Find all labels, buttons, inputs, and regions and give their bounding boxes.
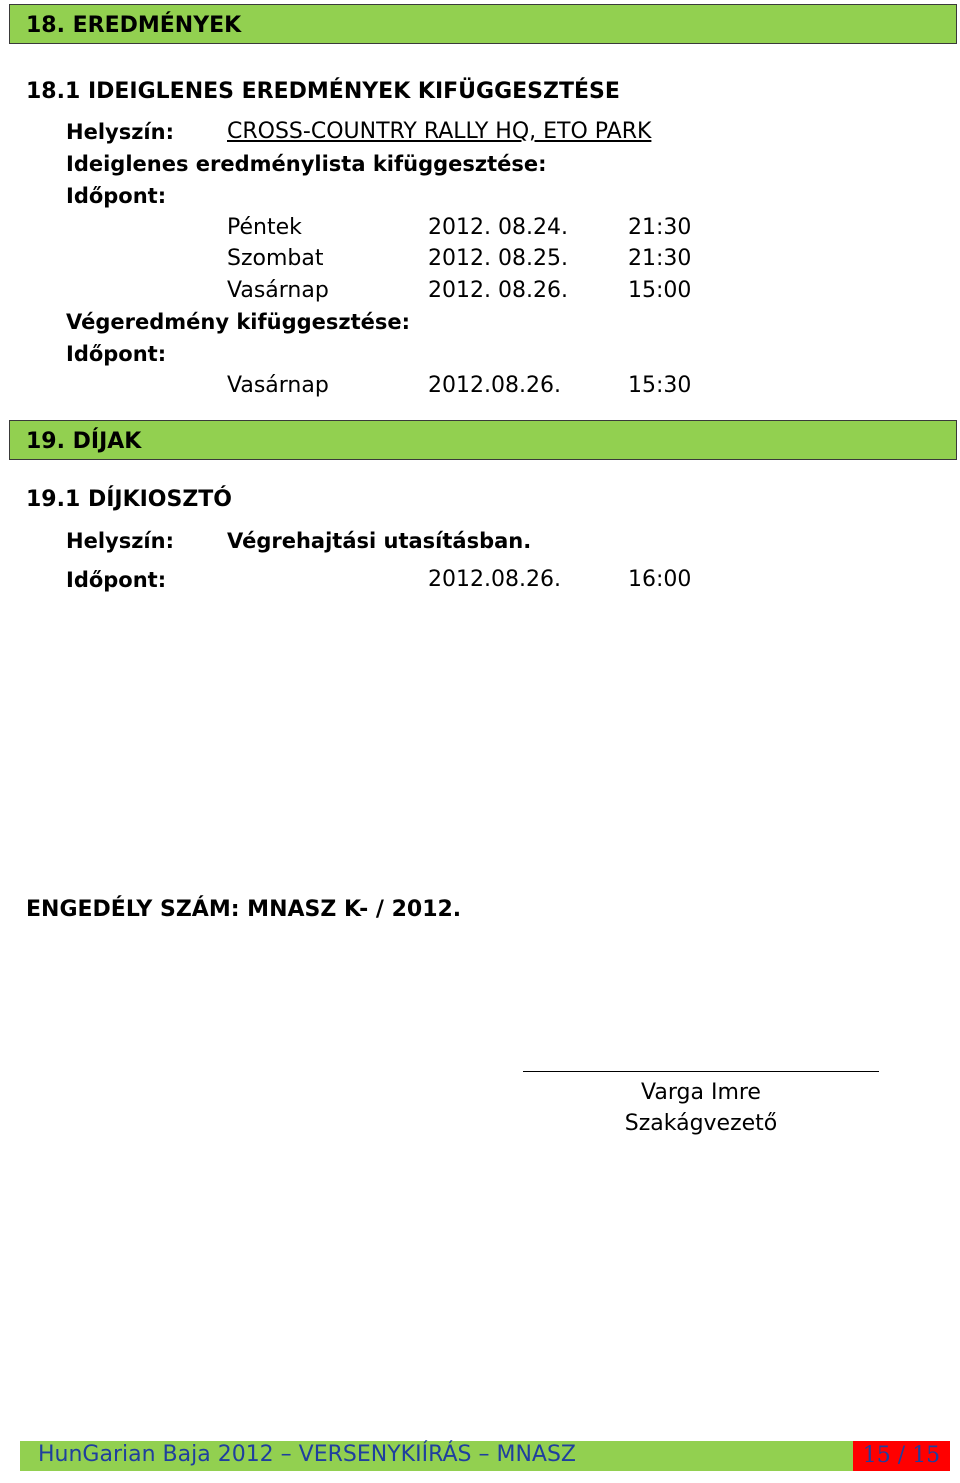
final-date: 2012.08.26.	[428, 373, 561, 398]
ceremony-date: 2012.08.26.	[428, 567, 561, 592]
ceremony-location-value: Végrehajtási utasításban.	[227, 529, 532, 553]
page-number: 15 / 15	[853, 1441, 950, 1471]
time-label: Időpont:	[66, 184, 167, 208]
footer-text: HunGarian Baja 2012 – VERSENYKIÍRÁS – MNASZ	[38, 1442, 576, 1467]
schedule-date: 2012. 08.25.	[428, 246, 568, 271]
ceremony-time-label: Időpont:	[66, 568, 167, 592]
schedule-day: Péntek	[227, 215, 302, 240]
section-18-title: 18. EREDMÉNYEK	[26, 13, 242, 38]
section-19-1-title: 19.1 DÍJKIOSZTÓ	[26, 487, 233, 512]
final-day: Vasárnap	[227, 373, 329, 398]
schedule-time: 21:30	[628, 246, 692, 271]
license-number: ENGEDÉLY SZÁM: MNASZ K- / 2012.	[26, 897, 462, 922]
section-18-header	[9, 4, 957, 44]
provisional-results-label: Ideiglenes eredménylista kifüggesztése:	[66, 152, 547, 176]
final-time-label: Időpont:	[66, 342, 167, 366]
final-results-label: Végeredmény kifüggesztése:	[66, 310, 411, 334]
schedule-day: Vasárnap	[227, 278, 329, 303]
schedule-date: 2012. 08.26.	[428, 278, 568, 303]
location-value: CROSS-COUNTRY RALLY HQ, ETO PARK	[227, 119, 652, 144]
final-time: 15:30	[628, 373, 692, 398]
ceremony-time: 16:00	[628, 567, 692, 592]
location-label: Helyszín:	[66, 120, 174, 144]
signature-line	[523, 1071, 879, 1072]
signatory-role: Szakágvezető	[624, 1111, 778, 1136]
section-19-title: 19. DÍJAK	[26, 429, 142, 454]
schedule-day: Szombat	[227, 246, 324, 271]
schedule-time: 15:00	[628, 278, 692, 303]
ceremony-location-label: Helyszín:	[66, 529, 174, 553]
section-19-header	[9, 420, 957, 460]
section-18-1-title: 18.1 IDEIGLENES EREDMÉNYEK KIFÜGGESZTÉSE	[26, 79, 620, 104]
schedule-time: 21:30	[628, 215, 692, 240]
schedule-date: 2012. 08.24.	[428, 215, 568, 240]
signatory-name: Varga Imre	[641, 1080, 761, 1105]
page-footer	[20, 1441, 950, 1471]
